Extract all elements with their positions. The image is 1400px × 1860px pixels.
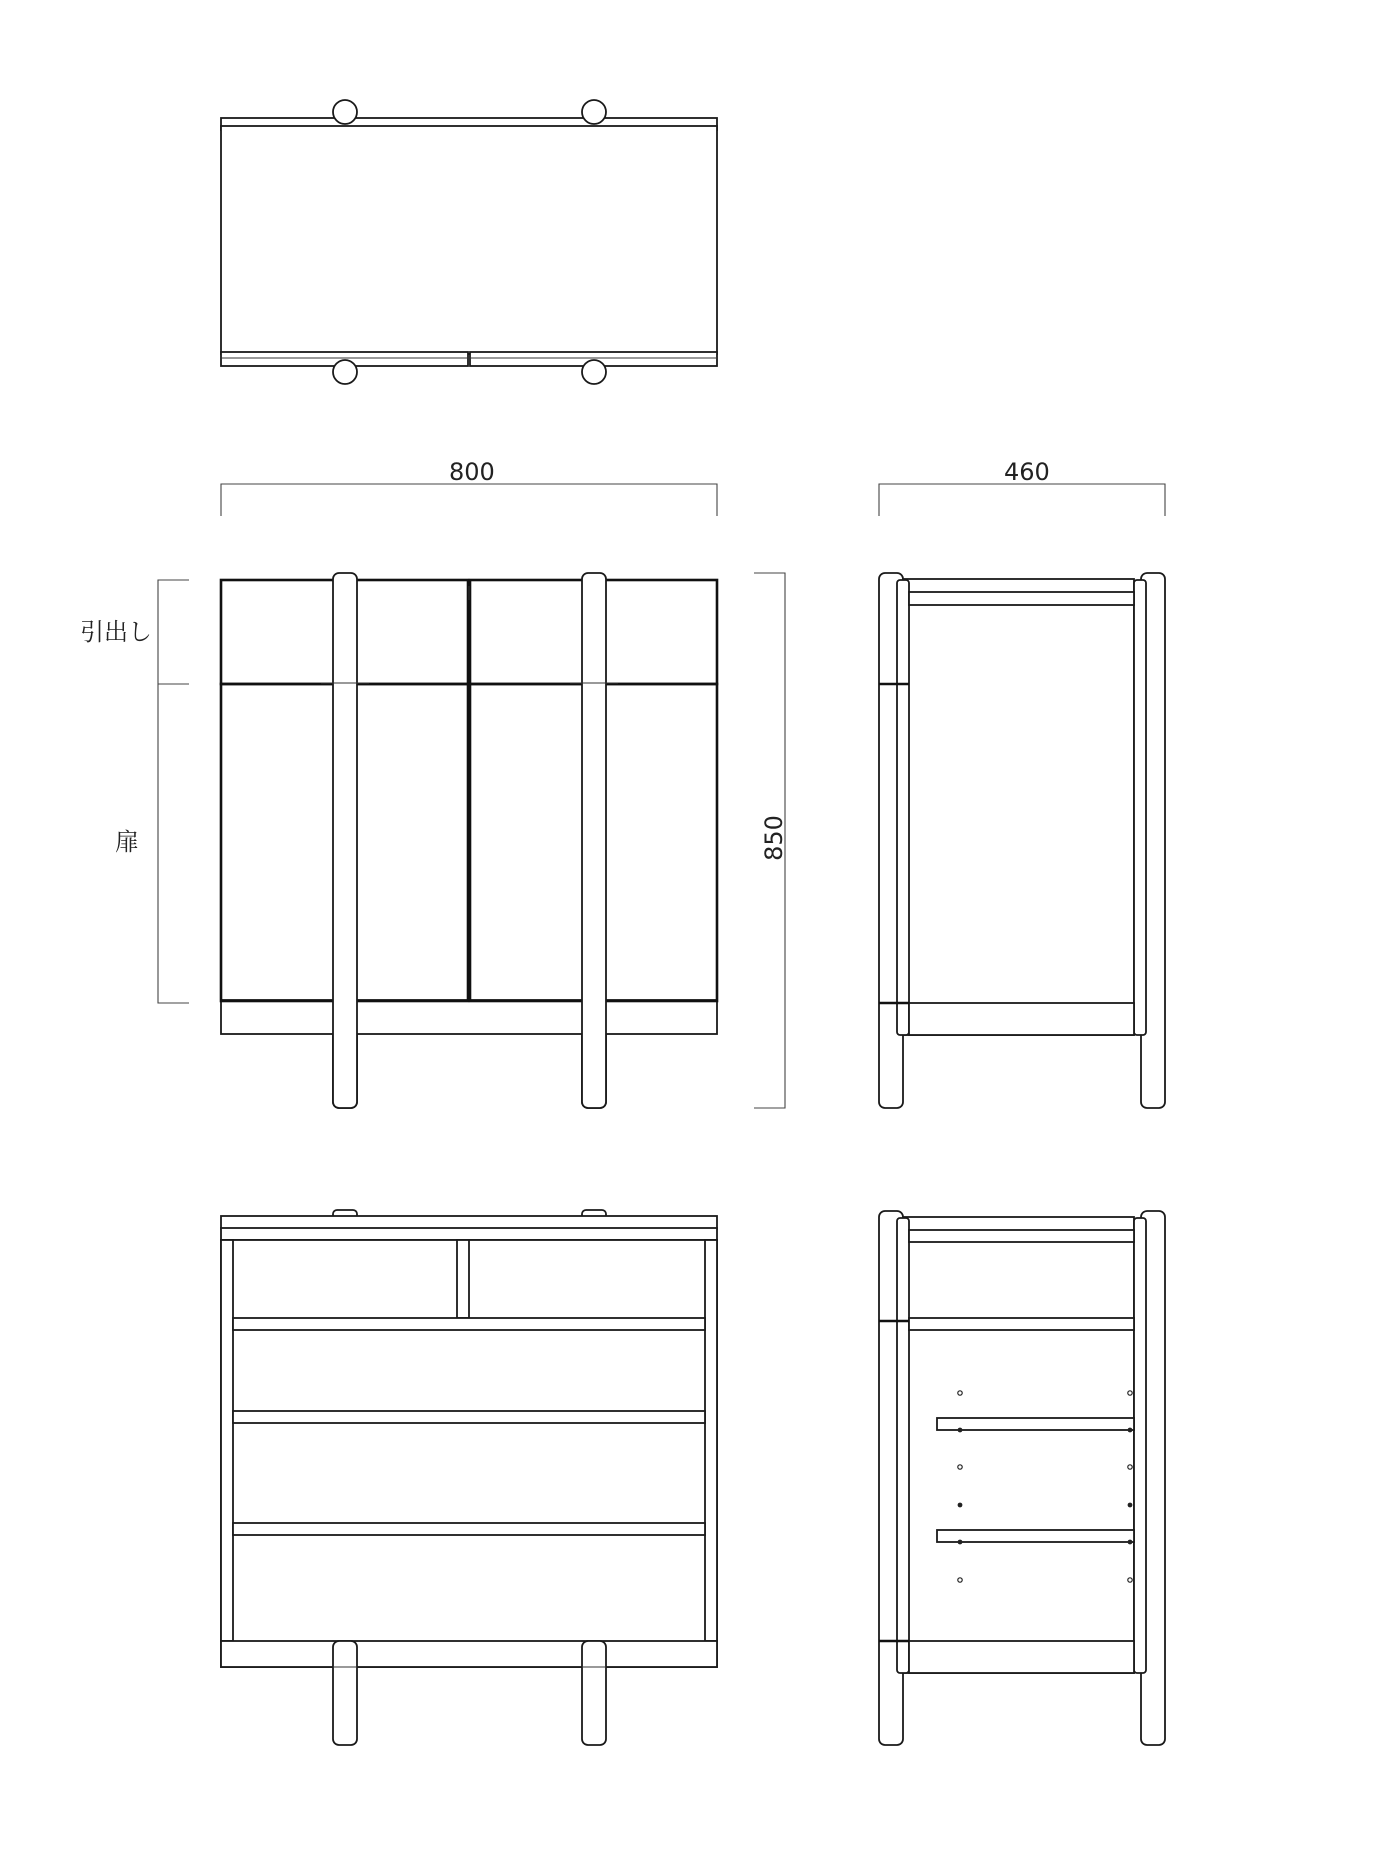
width-dimension-label: 800 [449, 458, 495, 486]
top-leg-circle [582, 360, 606, 384]
front-interior-view [221, 1210, 717, 1745]
height-dimension-label: 850 [760, 815, 788, 861]
shelf-pin-hole [958, 1503, 963, 1508]
shelf-pin-hole [1128, 1540, 1133, 1545]
top-leg-circle [333, 100, 357, 124]
depth-dimension-line [879, 484, 1165, 516]
top-leg-circle [582, 100, 606, 124]
shelf-pin-hole [1128, 1428, 1133, 1433]
depth-dimension-label: 460 [1004, 458, 1050, 486]
shelf-pin-hole [1128, 1503, 1133, 1508]
front-view [221, 573, 717, 1108]
front-leg [582, 573, 606, 1108]
front-leg [333, 573, 357, 1108]
shelf-pin-hole [958, 1428, 963, 1433]
section-dimension-line [158, 580, 189, 1003]
width-dimension-line [221, 484, 717, 516]
shelf-pin-hole [958, 1540, 963, 1545]
top-leg-circle [333, 360, 357, 384]
drawer-label: 引出し [80, 618, 152, 646]
door-label: 扉 [115, 828, 139, 856]
top-view [221, 100, 717, 384]
side-view [879, 573, 1165, 1108]
side-interior-view [879, 1211, 1165, 1745]
